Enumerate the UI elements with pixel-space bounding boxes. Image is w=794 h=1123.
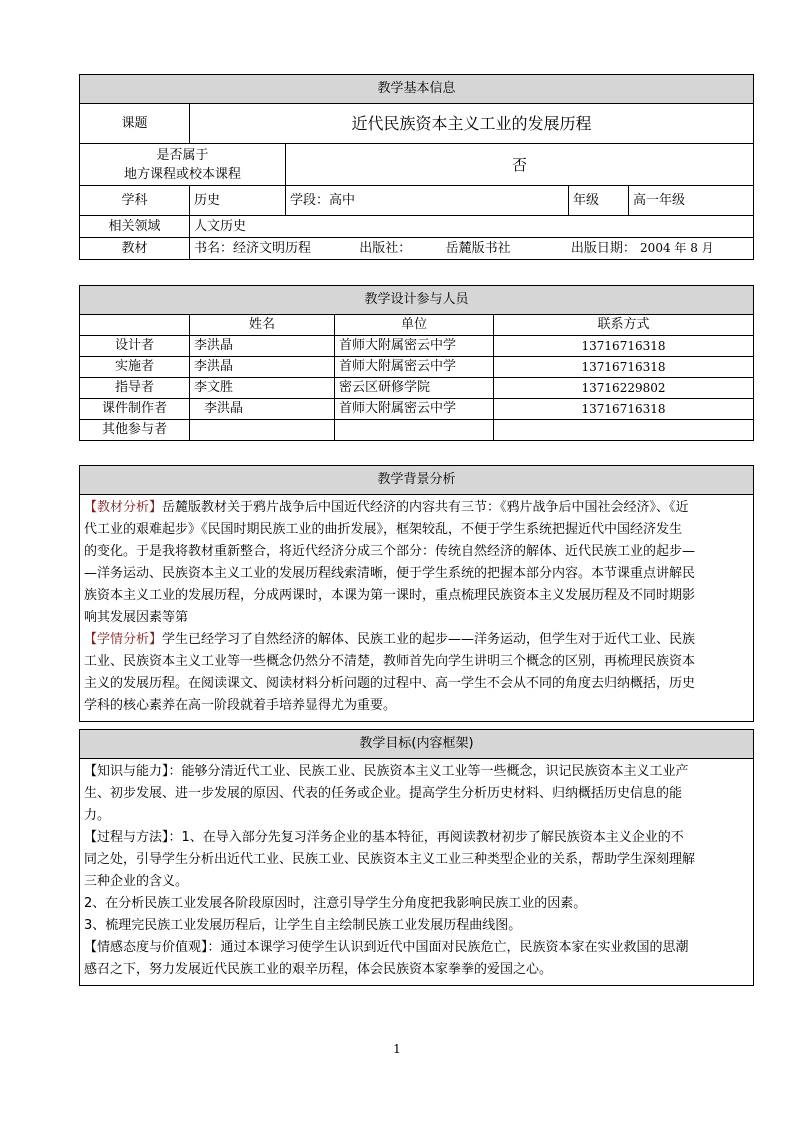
field-value: 人文历史 xyxy=(190,216,754,238)
book-name: 书名：经济文明历程 xyxy=(194,241,312,256)
knowledge-objective: 【知识与能力】：能够分清近代工业、民族工业、民族资本主义工业等一些概念，识记民族资本主义工业产 生、初步发展、进一步发展的原因、代表的任务或企业。提高学生分析历史材料、归纳概括历史信息的能 力。 xyxy=(84,764,689,823)
knowledge-label: 【知识与能力】 xyxy=(84,764,169,779)
textbook-analysis-label: 【教材分析】 xyxy=(84,500,163,515)
grade-value: 高一年级 xyxy=(629,186,754,216)
col-unit: 单位 xyxy=(335,315,494,336)
unit-cell: 首师大附属密云中学 xyxy=(335,357,494,378)
table-row xyxy=(80,420,754,441)
unit-cell: 密云区研修学院 xyxy=(335,378,494,399)
objectives-table xyxy=(79,729,754,986)
table-row xyxy=(80,336,754,357)
student-analysis-label: 【学情分析】 xyxy=(84,632,163,647)
pubdate-value: 2004 年 8 月 xyxy=(640,241,714,255)
page-number: 1 xyxy=(393,1042,401,1056)
process-objective: 【过程与方法】：1、在导入部分先复习洋务企业的基本特征，再阅读教材初步了解民族资本主义企业的不 同之处，引导学生分析出近代工业、民族工业、民族资本主义工业三种类型企业的关系，帮助学生深刻理解 三种企业的含义。 2、在分析民族工业发展各阶段原因时，注意引导学生分角度把我影响民族工业的因素。 3、梳理完民族工业发展历程后，让学生自主绘制民族工业发展历程曲线图。 xyxy=(84,830,696,933)
background-content xyxy=(80,495,754,722)
background-header: 教学背景分析 xyxy=(80,466,754,495)
topic-label: 课题 xyxy=(80,104,190,144)
objectives-header: 教学目标(内容框架) xyxy=(80,730,754,759)
table-row xyxy=(80,378,754,399)
emotion-objective: 【情感态度与价值观】：通过本课学习使学生认识到近代中国面对民族危亡，民族资本家在实业救国的思潮 感召之下，努力发展近代民族工业的艰辛历程，体会民族资本家拳拳的爱国之心。 xyxy=(84,940,689,977)
grade-label: 年级 xyxy=(569,186,629,216)
basic-info-header: 教学基本信息 xyxy=(80,75,754,104)
objectives-content xyxy=(80,759,754,986)
role-cell: 设计者 xyxy=(80,336,190,357)
textbook-analysis: 【教材分析】岳麓版教材关于鸦片战争后中国近代经济的内容共有三节：《鸦片战争后中国社会经济》、《近 代工业的艰难起步》《民国时期民族工业的曲折发展》，框架较乱，不便于学生系统把握近代中国经济发生 的变化。于是我将教材重新整合，将近代经济分成三个部分：传统自然经济的解体、近代民族工业的起步— —洋务运动、民族资本主义工业的发展历程线索清晰，便于学生系统的把握本部分内容。本节课重点讲解民 族资本主义工业的发展历程，分成两课时，本课为第一课时，重点梳理民族资本主义发展历程及不同时期影 响其发展因素等第 xyxy=(84,500,696,625)
contact-cell xyxy=(494,420,754,441)
student-analysis: 【学情分析】学生已经学习了自然经济的解体、民族工业的起步——洋务运动，但学生对于近代工业、民族 工业、民族资本主义工业等一些概念仍然分不清楚，教师首先向学生讲明三个概念的区别，再梳理民族资本 主义的发展历程。在阅读课文、阅读材料分析问题的过程中、高一学生不会从不同的角度去归纳概括，历史 学科的核心素养在高一阶段就着手培养显得尤为重要。 xyxy=(84,632,696,713)
role-cell: 其他参与者 xyxy=(80,420,190,441)
publisher-value: 岳麓版书社 xyxy=(445,241,511,256)
participants-header: 教学设计参与人员 xyxy=(80,286,754,315)
name-cell: 李洪晶 xyxy=(190,357,335,378)
unit-cell: 首师大附属密云中学 xyxy=(335,336,494,357)
subject-label: 学科 xyxy=(80,186,190,216)
name-cell xyxy=(190,420,335,441)
col-contact: 联系方式 xyxy=(494,315,754,336)
textbook-label: 教材 xyxy=(80,238,190,260)
contact-cell: 13716716318 xyxy=(494,357,754,378)
unit-cell xyxy=(335,420,494,441)
process-label: 【过程与方法】 xyxy=(84,830,169,845)
local-label-line-1: 是否属于 xyxy=(156,147,209,163)
participants-corner xyxy=(80,315,190,336)
participants-table xyxy=(79,285,754,441)
name-cell: 李文胜 xyxy=(190,378,335,399)
subject-value: 历史 xyxy=(190,186,286,216)
col-name: 姓名 xyxy=(190,315,335,336)
role-cell: 指导者 xyxy=(80,378,190,399)
name-cell: 李洪晶 xyxy=(190,336,335,357)
local-label-line-2: 地方课程或校本课程 xyxy=(123,166,241,182)
basic-info-table xyxy=(79,74,754,260)
role-cell: 实施者 xyxy=(80,357,190,378)
topic-value: 近代民族资本主义工业的发展历程 xyxy=(190,104,754,144)
emotion-label: 【情感态度与价值观】 xyxy=(84,940,208,955)
local-course-value: 否 xyxy=(286,144,754,186)
pubdate-label: 出版日期： xyxy=(570,241,636,256)
table-row xyxy=(80,399,754,420)
unit-cell: 首师大附属密云中学 xyxy=(335,399,494,420)
field-label: 相关领域 xyxy=(80,216,190,238)
contact-cell: 13716716318 xyxy=(494,336,754,357)
textbook-value xyxy=(190,238,754,260)
local-course-label xyxy=(80,144,286,186)
name-cell: 李洪晶 xyxy=(190,399,335,420)
stage-value: 学段：高中 xyxy=(286,186,569,216)
background-table xyxy=(79,465,754,722)
table-row xyxy=(80,357,754,378)
contact-cell: 13716716318 xyxy=(494,399,754,420)
contact-cell: 13716229802 xyxy=(494,378,754,399)
publisher-label: 出版社： xyxy=(359,241,412,256)
role-cell: 课件制作者 xyxy=(80,399,190,420)
